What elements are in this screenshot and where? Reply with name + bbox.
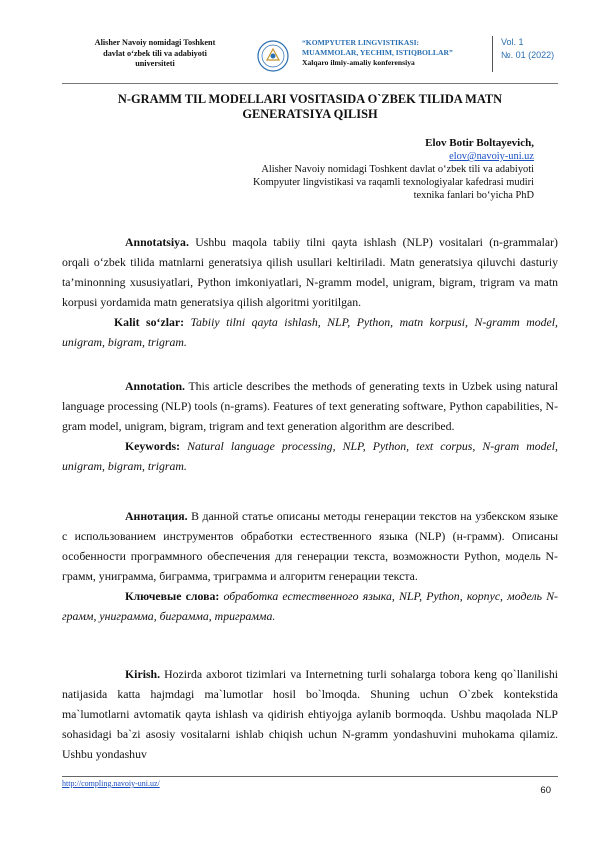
abstract-en-label: Annotation.: [125, 379, 185, 393]
keywords-en-label: Keywords:: [125, 439, 181, 453]
introduction-text: Hozirda axborot tizimlari va Internetning turli sohalarga tobora keng qo`llanilishi natijasida katta hajmdagi ma`lumotlar hosil bo`lmoqda. Shuning uchun O`zbek kontekstida ma`lumotlarni avtomatik qayta ishlash va qidirish ehtiyojga aylanib bormoqda. Ushbu maqolada NLP sohasidagi ba`zi asosiy vositalarni ishlab chiqish uchun N-gramm yondashuvini muhokama qilamiz. Ushbu yondashuv: [62, 667, 558, 761]
author-affiliation-1: Alisher Navoiy nomidagi Toshkent davlat o‘zbek tili va adabiyoti: [261, 164, 534, 175]
volume-label: Vol. 1: [501, 37, 524, 47]
abstract-ru-text: В данной статье описаны методы генерации текстов на узбекском языке с использованием инструментов обработки естественного языка (NLP) (н-грамм). Описаны особенности программного обеспечения для генерации текста, возможности Python, модель N-грамм, униграмма, биграмма, триграмма и алгоритм генерации текста.: [62, 509, 558, 583]
abstract-russian: [62, 506, 558, 626]
abstract-uz-text: Ushbu maqola tabiiy tilni qayta ishlash (NLP) vositalari (n-grammalar) orqali o‘zbek tilida matnlarni generatsiya qilish usullari keltiriladi. Matn generatsiya qiluvchi dasturiy ta’minonning xususiyatlari, Python imkoniyatlari, N-gramm model, unigram, bigram, trigram va matn korpusi yordamida matn generatsiya qilish algoritmi yoritilgan.: [62, 235, 558, 309]
author-affiliation-2: Kompyuter lingvistikasi va raqamli texnologiyalar kafedrasi mudiri: [252, 177, 534, 188]
abstract-english: [62, 376, 558, 476]
page-number: 60: [540, 785, 551, 796]
abstract-uz-label: Annotatsiya.: [125, 235, 189, 249]
university-line-1: Alisher Navoiy nomidagi Toshkent: [94, 38, 216, 47]
university-line-2: davlat o‘zbek tili va adabiyoti: [103, 48, 207, 58]
conference-logo-icon: [257, 40, 289, 72]
university-line-3: universiteti: [135, 59, 175, 68]
introduction-section: [62, 664, 558, 764]
abstract-en-text: This article describes the methods of generating texts in Uzbek using natural language processing (NLP) tools (n-grams). Features of text generating software, Python capabilities, N-gram model, unigram, bigram, trigram and text generation algorithm are described.: [62, 379, 558, 433]
conference-line-3: Xalqaro ilmiy-amaliy konferensiya: [302, 58, 415, 68]
title-line-2: GENERATSIYA QILISH: [242, 106, 378, 121]
keywords-uz-label: Kalit so‘zlar:: [114, 315, 185, 329]
author-degree: texnika fanlari bo‘yicha PhD: [413, 190, 534, 201]
footer-url-link[interactable]: http://compling.navoiy-uni.uz/: [62, 779, 160, 788]
author-block: [174, 137, 534, 202]
conference-line-1: “KOMPYUTER LINGVISTIKASI:: [302, 38, 420, 47]
university-name: [84, 38, 226, 70]
abstract-uzbek: [62, 232, 558, 352]
conference-name: [302, 38, 480, 69]
title-line-1: N-GRAMM TIL MODELLARI VOSITASIDA O`ZBEK TILIDA MATN: [117, 92, 503, 106]
keywords-ru-text: обработка естественного языка, NLP, Python, корпус, модель N-грамм, униграмма, биграмма, триграмма.: [62, 589, 558, 623]
author-email-link[interactable]: elov@navoiy-uni.uz: [449, 151, 534, 162]
header-divider: [62, 83, 558, 84]
author-name: Elov Botir Boltayevich,: [425, 137, 534, 149]
keywords-uz-text: Tabiiy tilni qayta ishlash, NLP, Python, matn korpusi, N-gramm model, unigram, bigram, trigram.: [62, 315, 558, 349]
introduction-label: Kirish.: [125, 667, 161, 681]
keywords-ru-label: Ключевые слова:: [125, 589, 220, 603]
keywords-en-text: Natural language processing, NLP, Python, text corpus, N-gram model, unigram, bigram, trigram.: [62, 439, 558, 473]
footer-divider: [62, 776, 558, 777]
issue-label: №. 01 (2022): [501, 50, 555, 60]
conference-line-2: MUAMMOLAR, YECHIM, ISTIQBOLLAR”: [302, 48, 453, 58]
abstract-ru-label: Аннотация.: [125, 509, 188, 523]
volume-info: [492, 36, 565, 72]
page-header: [62, 36, 558, 84]
article-title: [62, 92, 558, 121]
